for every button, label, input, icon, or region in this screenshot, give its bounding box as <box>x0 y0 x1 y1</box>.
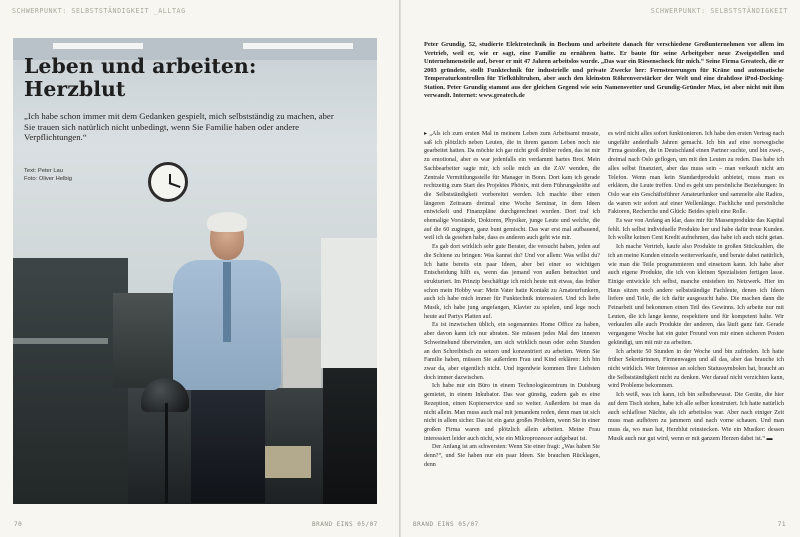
paragraph: Es gab dort wirklich sehr gute Berater, die versucht haben, jeden auf die Schiene zu bringen: Was kannst du? Und vor allem: Was willst du? Ich hatte bereits ein paar Ideen, aber bei einer so wichtigen Entscheidung hilft es, wenn das jemand von außen betrachtet und strukturiert. Im Prinzip beschäftige ich mich heute mit etwas, das früher schon mein Hobby war: Mein Vater hatte Kontakt zu Amateurfunkern, auch ich habe mich immer für Funktechnik interessiert. Und ich liebe Musik, ich habe jung angefangen, Klavier zu spielen, und lege noch heute auf Partys Platten auf. <box>424 244 600 320</box>
ceiling-light <box>243 43 353 49</box>
paragraph: Es ist inzwischen üblich, ein sogenanntes Home Office zu haben, aber davon kann ich nur abraten. Sie müssen jedes Mal den inneren Schweinehund überwinden, um sich wirklich neun oder zehn Stunden an den Schreibtisch zu setzen und konzentriert zu arbeiten. Wenn Sie Familie haben, müssen Sie außerdem Frau und Kind erklären: Ich bin zwar da, aber eigentlich nicht. Und irgendwie kommen Ihre Liebsten doch immer dazwischen. <box>424 322 600 381</box>
page-number: 70 <box>14 521 23 528</box>
paragraph: Ich habe mir ein Büro in einem Technologiezentrum in Duisburg gemietet, in einem Inkubator. Das war günstig, zudem gab es eine Rezeption, einen Kopierservice und so weiter. Außerdem ist man da nicht allein. Man muss auch mal mit jemandem reden, denn man ist sich nicht in allem sicher. Das ist ein ganz großes Problem, wenn Sie in einer großen Firma waren und plötzlich allein arbeiten. Meine Frau interessiert leider auch nicht, wie ein Mikroprozessor aufgebaut ist. <box>424 383 600 442</box>
workbench-shelf <box>13 258 128 504</box>
paragraph: Ich mache Vertrieb, kaufe also Produkte in großen Stückzahlen, die ich an meine Kunden einzeln weiterverkaufe, und berate dabei natürlich, wie man die Teile programmieren und einsetzen kann. Ich habe aber auch eigene Produkte, die ich von kleinen Spezialisten fertigen lasse. Einige entwickle ich selbst, manche entstehen im Netzwerk. Hier im Haus sitzen noch andere selbstständige Fachleute, denen ich Ideen liefere und Teile, die ich dafür ausgesucht habe. Die machen dann die Feinarbeit und bekommen einen Teil des Gewinns. Ich arbeite nur mit Leuten, die ich lange kenne, respektiere und für kompetent halte. Wir verkaufen alle auch Produkte der anderen, das läuft ganz fair. Gerade vergangene Woche hat ein guter Freund von mir einen sicheren Posten gekündigt, um mit mir zu arbeiten. <box>608 244 784 346</box>
section-rubric: SCHWERPUNKT: SELBSTSTÄNDIGKEIT <box>650 7 788 15</box>
office-chair <box>323 368 377 504</box>
person-trousers <box>191 383 265 503</box>
paragraph: es wird nicht alles sofort funktionieren. Ich habe den ersten Vertrag nach ungefähr anderthalb Jahren gemacht. Ich bin auf eine norwegische Firma gestoßen, die in Deutschland einen Partner suchte, und bin zwei-, dreimal nach Oslo geflogen, um mit den Leuten zu reden. Das habe ich alles selbst finanziert, aber das muss sein – man verkauft nicht am Telefon. Wenn man kein Standardprodukt anbietet, muss man es erklären, die Leute treffen. Und es geht um persönliche Beziehungen: In Oslo war ein Geschäftsführer Amateurfunker und sammelte alte Radios, da waren wir sofort auf einer Wellenlänge. Fachliche und persönliche Faktoren, Recherche und Glück: Beides spielt eine Rolle. <box>608 131 784 216</box>
wall-box <box>283 338 321 388</box>
photo-credit: Foto: Oliver Helbig <box>24 176 73 182</box>
magazine-folio: BRAND EINS 05/07 <box>413 521 479 528</box>
clock-icon <box>148 162 188 202</box>
right-page <box>401 0 800 537</box>
person-placket <box>223 262 231 342</box>
magazine-folio: BRAND EINS 05/07 <box>312 521 378 528</box>
cardboard-box <box>265 446 311 478</box>
text-column-1 <box>424 130 600 469</box>
page-number: 71 <box>777 521 786 528</box>
article-headline: Leben und arbeiten: Herzblut <box>24 54 257 101</box>
person-hair <box>207 212 247 232</box>
article-lede: „Ich habe schon immer mit dem Gedanken gespielt, mich selbstständig zu machen, aber Sie trauen sich natürlich nicht unbedingt, wenn Sie Familie haben oder andere Verpflichtungen.“ <box>24 111 334 143</box>
paragraph: Ich weiß, was ich kann, ich bin selbstbewusst. Die Geräte, die hier auf dem Tisch stehen, habe ich alle selber konstruiert. Ich hatte natürlich auch schlaflose Nächte, als ich arbeitslos war. Aber nach einiger Zeit muss man aufhören zu jammern und nach vorne schauen. Und man muss da, wo man hat, Herzblut reinstecken. Wie ein Musiker: dessen Musik auch nur gut wird, wenn er mit ganzem Herzen dabei ist.“ ▬ <box>608 392 784 442</box>
wall-panel <box>321 238 377 368</box>
ceiling-light <box>53 43 143 49</box>
paragraph: ▸ „Als ich zum ersten Mal in meinem Leben zum Arbeitsamt musste, saß ich plötzlich neben Leuten, die in ihrem ganzen Leben noch nie gearbeitet hatten. Da möchte ich gar nicht groß drüber reden, das ist mir zu emotional, aber es war jedenfalls ein verdammt hartes Brot. Mein Sachbearbeiter sagte mir, ich solle mich an die ZAV wenden, die Zentrale Vermittlungsstelle für Manager in Bonn. Dort kam ich gerade rechtzeitig zum Start des Projektes Phönix, mit dem Führungskräfte auf die Selbstständigkeit vorbereitet werden. Ich machte über einen längeren Zeitraum dreimal eine Woche Seminar, in dem Ideen entwickelt und Finanzpläne durchgerechnet wurden. Dort traf ich ehemalige Vorstände, Doktoren, Physiker, junge Leute und welche, die auf die 60 zugingen, ganz bunt gemischt. Das war erst mal aufbauend, weil ich da gesehen habe, dass es anderen auch geht wie mir. <box>424 131 600 242</box>
left-page <box>0 0 399 537</box>
text-column-2 <box>608 130 784 443</box>
text-credit: Text: Peter Lau <box>24 168 63 174</box>
article-credits <box>24 167 72 183</box>
paragraph: Es war von Anfang an klar, dass mir für Massenprodukte das Kapital fehlt. Ich selbst individuelle Produkte her und habe dafür treue Kunden. Ich wollte keinen Cent Kredit aufnehmen, das habe ich auch nicht getan. <box>608 218 784 242</box>
clock-minute-hand <box>169 182 181 188</box>
workbench-top <box>13 338 108 344</box>
lamp-pole <box>165 403 168 503</box>
article-intro: Peter Grundig, 52, studierte Elektrotechnik in Bochum und arbeitete danach für verschiedene Großunternehmen vor allem im Vertrieb, weil er, wie er sagt, eine Familie zu ernähren hatte. Er baute für seine Arbeitgeber neue Zweigstellen und Unternehmensteile auf, bevor er mit 47 Jahren arbeitslos wurde. „Das war ein Riesenschock für mich.“ Seine Firma Greatech, die er 2003 gründete, stellt Funktechnik für industrielle und private Zwecke her: Fernsteuerungen für Kräne und automatische Temperaturkontrollen für Tiefkühltruhen, aber auch den kleinsten Röhrenverstärker der Welt und eine drahtlose iPod-Docking-Station. Peter Grundig stammt aus der gleichen Gegend wie sein Namensvetter und Grundig-Gründer Max, ist aber nicht mit ihm verwandt. Internet: www.greatech.de <box>424 41 784 99</box>
section-rubric: SCHWERPUNKT: SELBSTSTÄNDIGKEIT _ALLTAG <box>12 7 186 15</box>
paragraph: Ich arbeite 50 Stunden in der Woche und bin zufrieden. Ich hatte früher Sekretärinnen, Firmenwagen und all das, aber das brauche ich nicht wirklich. Wer Interesse an solchen Statussymbolen hat, braucht an die Selbstständigkeit nicht zu denken. Wer darauf nicht verzichten kann, wird Probleme bekommen. <box>608 348 784 390</box>
paragraph: Der Anfang ist am schwersten: Wenn Sie einer fragt: „Was haben Sie denn?“, und Sie haben nur ein paar Ideen. Sie brauchen Rücklagen, denn <box>424 444 600 468</box>
portrait-photo <box>13 38 377 504</box>
